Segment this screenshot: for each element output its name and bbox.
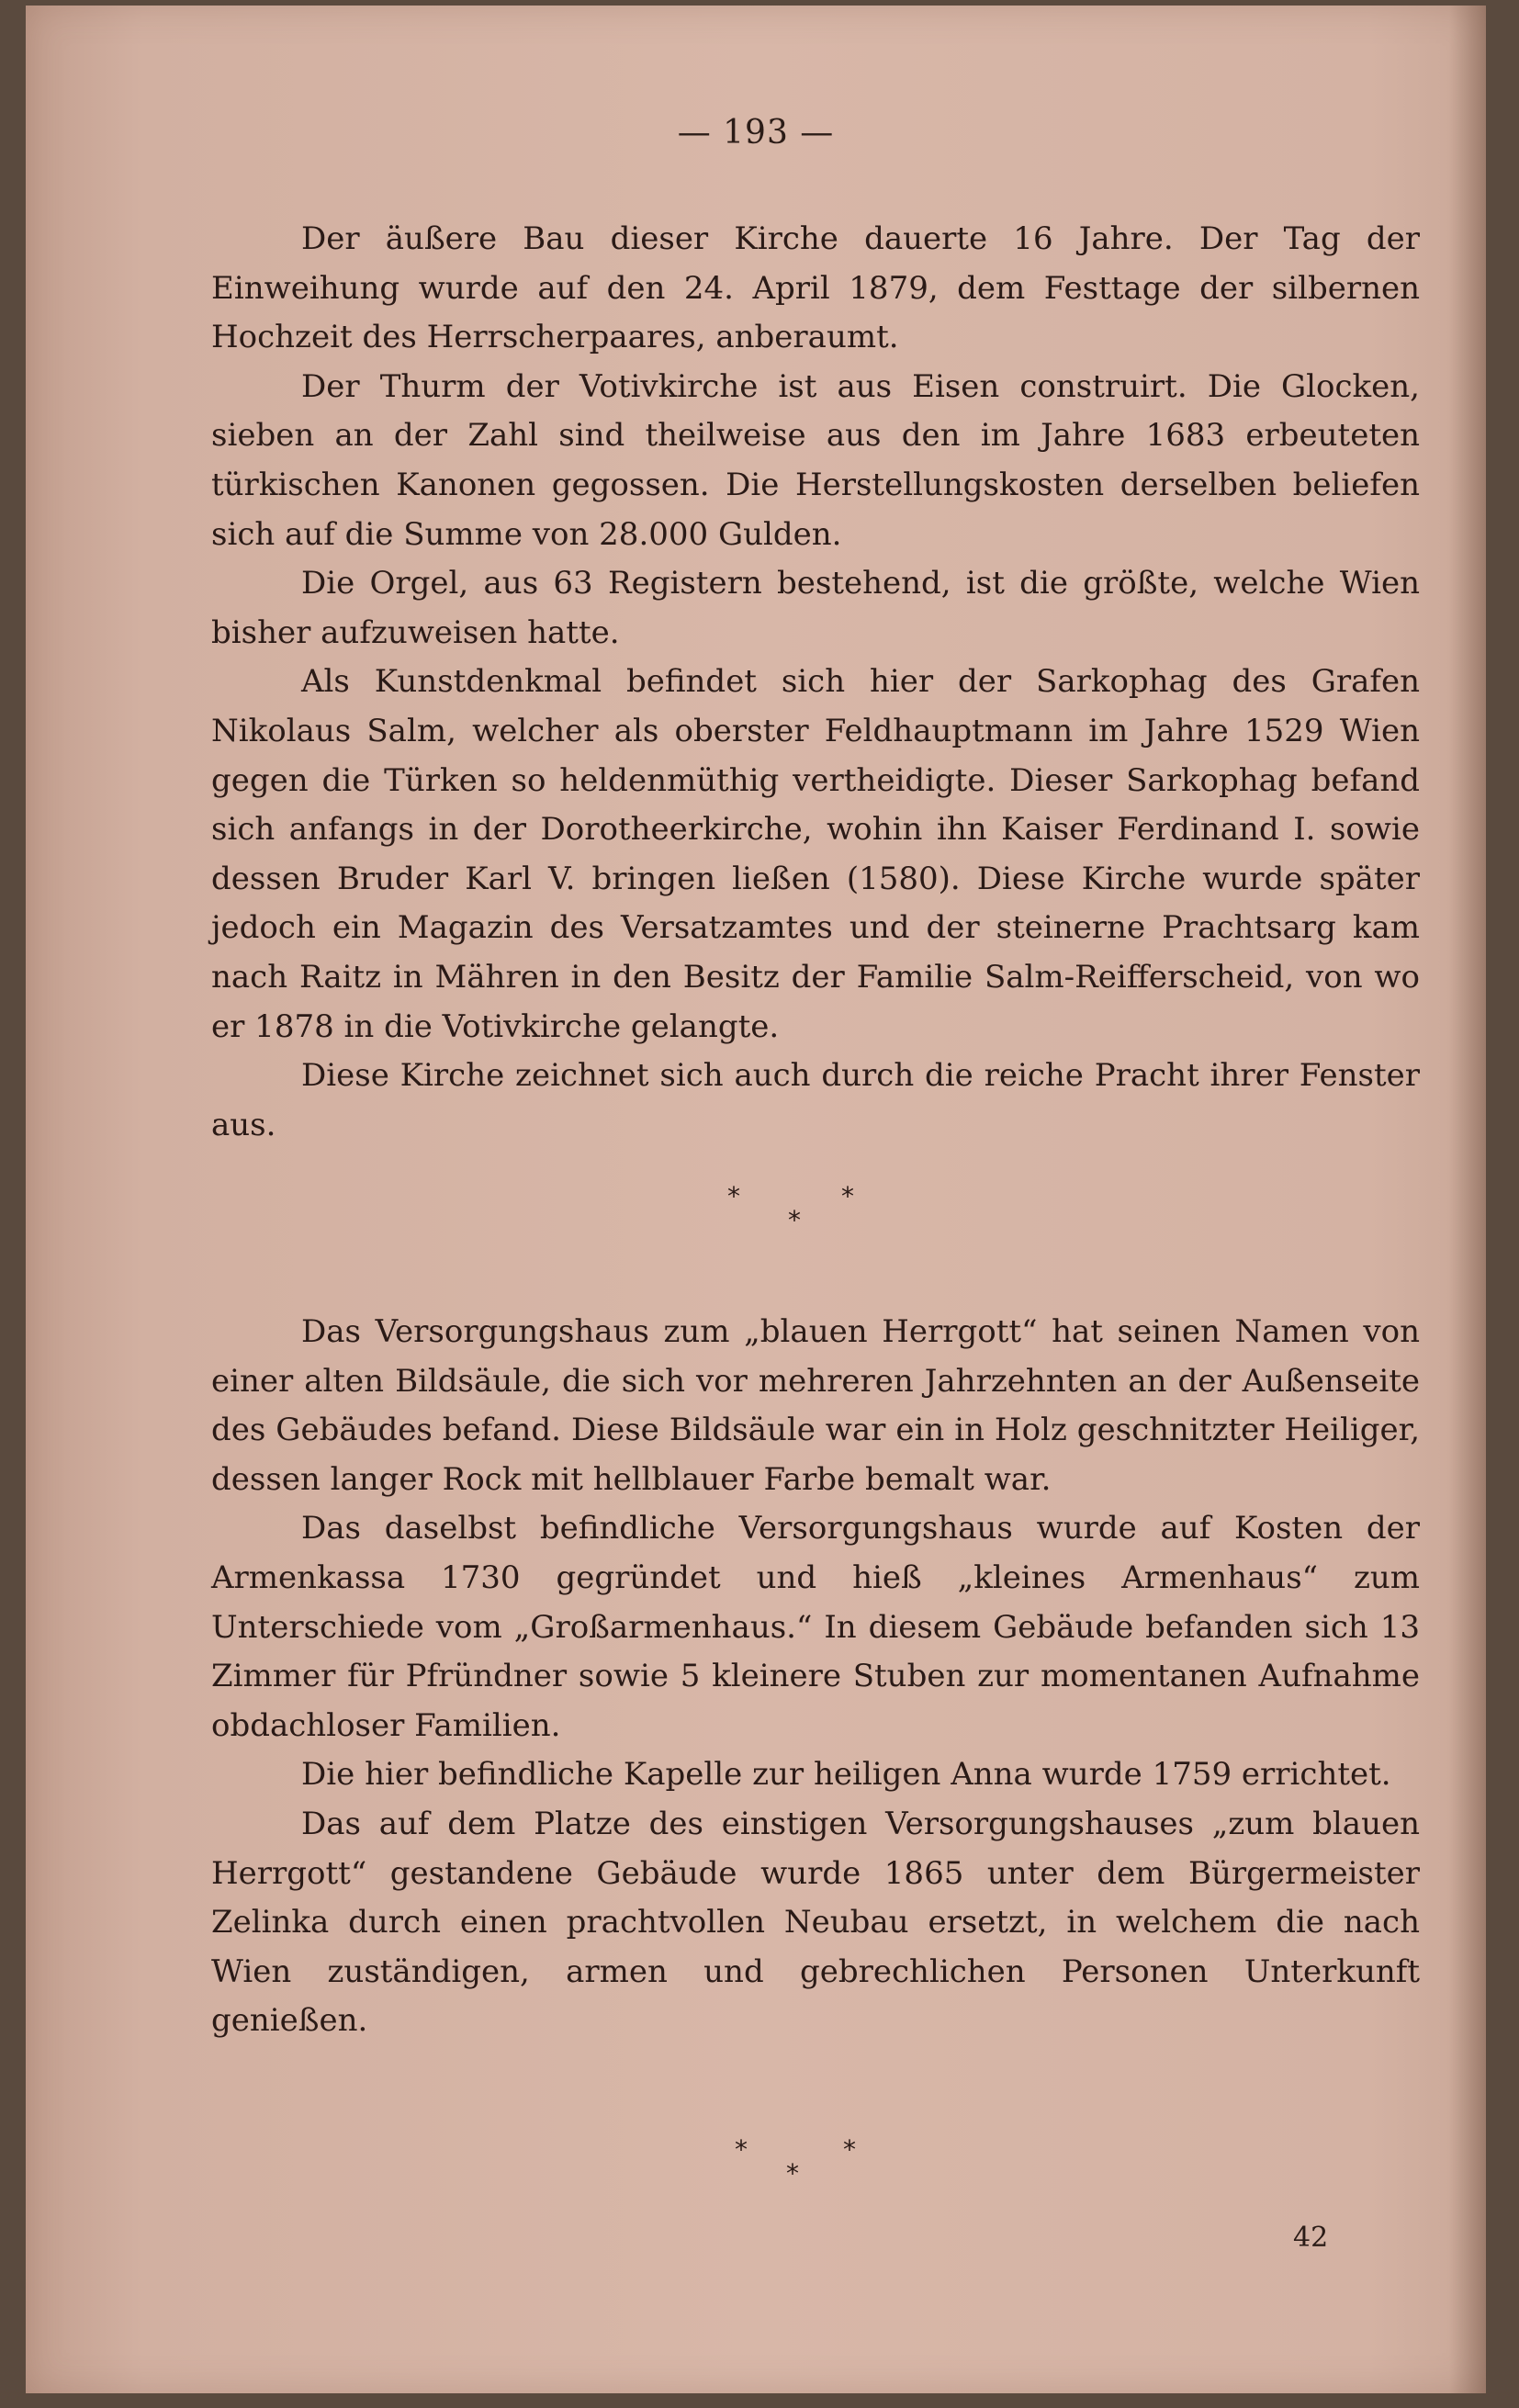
paragraph: Das daselbst befindliche Versorgungshaus wurde auf Kosten der Armenkassa 1730 gegründet und hieß „kleines Armenhaus“ zum Unterschiede vom „Großarmenhaus.“ In diesem Gebäude befanden sich 13 Zimmer für Pfründner sowie 5 kleinere Stuben zur momentanen Aufnahme obdachloser Familien. bbox=[211, 1510, 1420, 1744]
asterisk: * bbox=[786, 2158, 799, 2189]
asterisk: * bbox=[727, 1181, 740, 1211]
paragraph: Die Orgel, aus 63 Registern bestehend, ist die größte, welche Wien bisher aufzuweisen hatte. bbox=[211, 565, 1420, 651]
paragraph: Als Kunstdenkmal befindet sich hier der Sarkophag des Grafen Nikolaus Salm, welcher als oberster Feldhauptmann im Jahre 1529 Wien gegen die Türken so heldenmüthig vertheidigte. Dieser Sarkophag befand sich anfangs in der Dorotheerkirche, wohin ihn Kaiser Ferdinand I. sowie dessen Bruder Karl V. bringen ließen (1580). Diese Kirche wurde später jedoch ein Magazin des Versatzamtes und der steinerne Prachtsarg kam nach Raitz in Mähren in den Besitz der Familie Salm-Reifferscheid, von wo er 1878 in die Votivkirche gelangte. bbox=[211, 663, 1420, 1045]
paragraph: Das auf dem Platze des einstigen Versorgungshauses „zum blauen Herrgott“ gestandene Gebäude wurde 1865 unter dem Bürgermeister Zelinka durch einen prachtvollen Neubau ersetzt, in welchem die nach Wien zuständigen, armen und gebrechlichen Personen Unterkunft genießen. bbox=[211, 1805, 1420, 2040]
book-page bbox=[26, 6, 1486, 2393]
asterisk: * bbox=[735, 2134, 748, 2165]
asterisk: * bbox=[788, 1205, 801, 1235]
paragraph: Der äußere Bau dieser Kirche dauerte 16 Jahre. Der Tag der Einweihung wurde auf den 24. April 1879, dem Festtage der silbernen Hochzeit des Herrscherpaares, anberaumt. bbox=[211, 220, 1420, 356]
asterisk: * bbox=[843, 2134, 856, 2165]
asterism-separator bbox=[26, 1181, 1486, 1236]
paragraph: Die hier befindliche Kapelle zur heiligen Anna wurde 1759 errichtet. bbox=[301, 1756, 1391, 1794]
page-number: — 193 — bbox=[677, 114, 835, 152]
paragraph: Der Thurm der Votivkirche ist aus Eisen construirt. Die Glocken, sieben an der Zahl sind theilweise aus den im Jahre 1683 erbeuteten türkischen Kanonen gegossen. Die Herstellungskosten derselben beliefen sich auf die Summe von 28.000 Gulden. bbox=[211, 367, 1420, 553]
section-votivkirche bbox=[211, 215, 1420, 1150]
asterism-separator bbox=[26, 2134, 1486, 2189]
section-versorgungshaus bbox=[211, 1308, 1420, 2046]
paragraph: Diese Kirche zeichnet sich auch durch die reiche Pracht ihrer Fenster aus. bbox=[211, 1057, 1420, 1143]
signature-mark: 42 bbox=[1293, 2222, 1329, 2254]
paragraph: Das Versorgungshaus zum „blauen Herrgott“ hat seinen Namen von einer alten Bildsäule, die sich vor mehreren Jahrzehnten an der Außenseite des Gebäudes befand. Diese Bildsäule war ein in Holz geschnitzter Heiliger, dessen langer Rock mit hellblauer Farbe bemalt war. bbox=[211, 1313, 1420, 1498]
asterisk: * bbox=[841, 1181, 854, 1211]
